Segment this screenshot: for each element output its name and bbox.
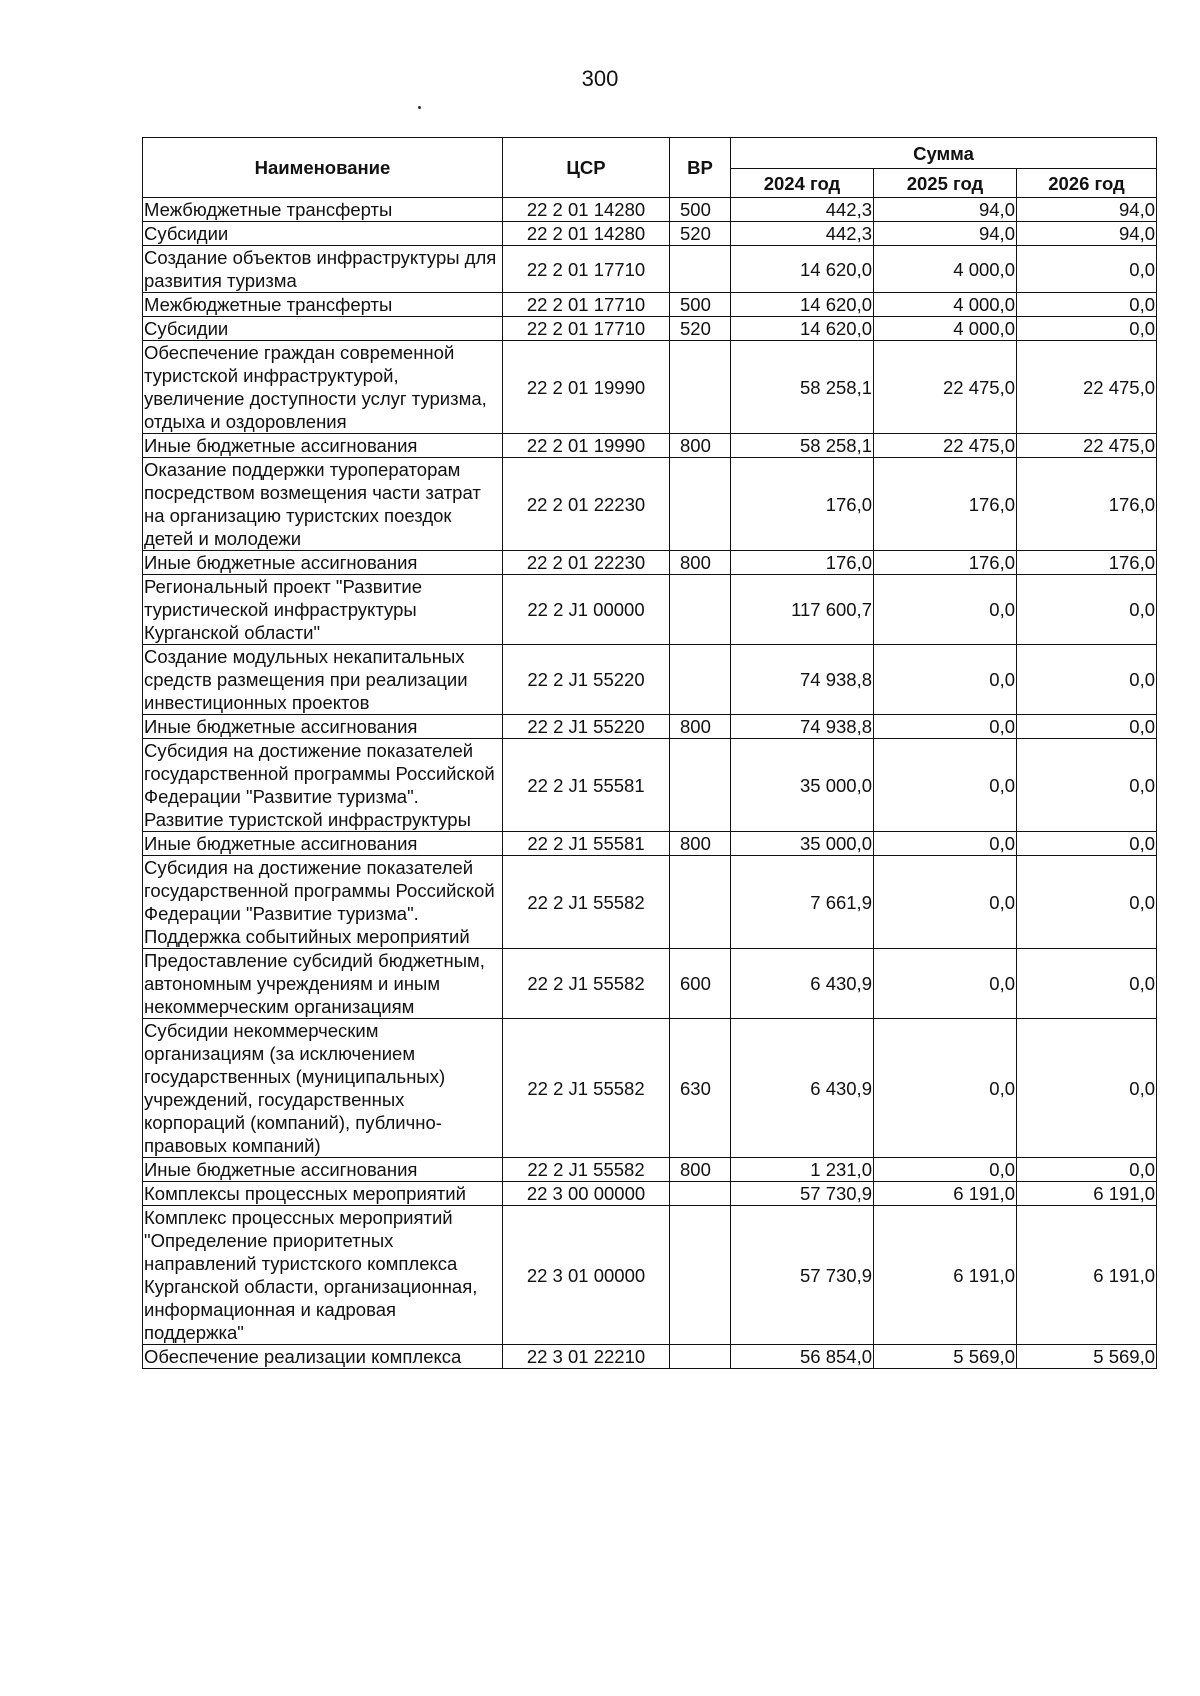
row-sum-2024: 176,0 — [731, 551, 874, 575]
row-sum-2024: 14 620,0 — [731, 246, 874, 293]
row-sum-2025: 0,0 — [874, 832, 1017, 856]
header-vr: ВР — [670, 138, 731, 198]
row-sum-2024: 442,3 — [731, 222, 874, 246]
page-number: 300 — [581, 66, 619, 91]
row-sum-2025: 4 000,0 — [874, 317, 1017, 341]
row-name: Обеспечение граждан современной туристской инфраструктурой, увеличение доступности услуг туризма, отдыха и оздоровления — [143, 341, 503, 434]
row-vr: 630 — [670, 1019, 731, 1158]
row-csr: 22 2 01 22230 — [503, 551, 670, 575]
row-vr: 800 — [670, 434, 731, 458]
row-csr: 22 2 J1 55582 — [503, 1158, 670, 1182]
row-name: Оказание поддержки туроператорам посредством возмещения части затрат на организацию туристских поездок детей и молодежи — [143, 458, 503, 551]
table-row — [143, 1206, 1157, 1345]
row-sum-2026: 22 475,0 — [1017, 434, 1157, 458]
table-row — [143, 246, 1157, 293]
row-name: Межбюджетные трансферты — [143, 198, 503, 222]
row-sum-2026: 0,0 — [1017, 856, 1157, 949]
row-name: Субсидия на достижение показателей государственной программы Российской Федерации "Развитие туризма". Поддержка событийных мероприятий — [143, 856, 503, 949]
row-csr: 22 3 00 00000 — [503, 1182, 670, 1206]
row-vr: 500 — [670, 293, 731, 317]
table-row — [143, 1019, 1157, 1158]
row-sum-2026: 22 475,0 — [1017, 341, 1157, 434]
row-name: Субсидии некоммерческим организациям (за исключением государственных (муниципальных) учреждений, государственных корпораций (компаний), публично-правовых компаний) — [143, 1019, 503, 1158]
row-vr: 800 — [670, 1158, 731, 1182]
row-vr — [670, 458, 731, 551]
row-sum-2025: 176,0 — [874, 551, 1017, 575]
row-csr: 22 2 01 17710 — [503, 293, 670, 317]
row-sum-2026: 6 191,0 — [1017, 1182, 1157, 1206]
row-sum-2025: 0,0 — [874, 949, 1017, 1019]
row-sum-2026: 0,0 — [1017, 739, 1157, 832]
row-name: Комплексы процессных мероприятий — [143, 1182, 503, 1206]
row-csr: 22 2 01 19990 — [503, 434, 670, 458]
row-sum-2024: 117 600,7 — [731, 575, 874, 645]
row-name: Комплекс процессных мероприятий "Определение приоритетных направлений туристского комплекса Курганской области, организационная, информационная и кадровая поддержка" — [143, 1206, 503, 1345]
table-row — [143, 715, 1157, 739]
table-row — [143, 575, 1157, 645]
row-sum-2024: 35 000,0 — [731, 739, 874, 832]
row-sum-2026: 0,0 — [1017, 246, 1157, 293]
row-name: Субсидия на достижение показателей государственной программы Российской Федерации "Развитие туризма". Развитие туристской инфраструктуры — [143, 739, 503, 832]
row-sum-2025: 94,0 — [874, 198, 1017, 222]
row-sum-2025: 4 000,0 — [874, 293, 1017, 317]
budget-table — [142, 137, 1157, 1369]
row-sum-2026: 94,0 — [1017, 198, 1157, 222]
row-sum-2025: 22 475,0 — [874, 341, 1017, 434]
row-vr — [670, 341, 731, 434]
header-sum: Сумма — [731, 138, 1157, 169]
row-sum-2026: 0,0 — [1017, 1158, 1157, 1182]
row-sum-2024: 1 231,0 — [731, 1158, 874, 1182]
row-sum-2024: 58 258,1 — [731, 434, 874, 458]
table-row — [143, 317, 1157, 341]
row-sum-2024: 57 730,9 — [731, 1206, 874, 1345]
row-sum-2026: 6 191,0 — [1017, 1206, 1157, 1345]
row-name: Региональный проект "Развитие туристической инфраструктуры Курганской области" — [143, 575, 503, 645]
row-sum-2024: 56 854,0 — [731, 1345, 874, 1369]
row-sum-2026: 176,0 — [1017, 551, 1157, 575]
table-row — [143, 832, 1157, 856]
row-sum-2026: 0,0 — [1017, 715, 1157, 739]
row-vr: 600 — [670, 949, 731, 1019]
row-name: Иные бюджетные ассигнования — [143, 434, 503, 458]
table-row — [143, 551, 1157, 575]
table-row — [143, 293, 1157, 317]
row-name: Создание модульных некапитальных средств размещения при реализации инвестиционных проектов — [143, 645, 503, 715]
table-row — [143, 739, 1157, 832]
row-sum-2026: 0,0 — [1017, 645, 1157, 715]
row-sum-2026: 0,0 — [1017, 949, 1157, 1019]
header-2025: 2025 год — [874, 169, 1017, 198]
row-csr: 22 2 01 19990 — [503, 341, 670, 434]
row-name: Субсидии — [143, 222, 503, 246]
row-vr — [670, 645, 731, 715]
row-vr — [670, 1206, 731, 1345]
row-sum-2024: 6 430,9 — [731, 1019, 874, 1158]
header-name: Наименование — [143, 138, 503, 198]
row-csr: 22 2 01 14280 — [503, 222, 670, 246]
row-vr — [670, 1345, 731, 1369]
row-sum-2025: 0,0 — [874, 1158, 1017, 1182]
row-csr: 22 2 01 17710 — [503, 317, 670, 341]
table-body — [143, 198, 1157, 1369]
row-vr — [670, 575, 731, 645]
row-sum-2024: 176,0 — [731, 458, 874, 551]
row-sum-2024: 14 620,0 — [731, 293, 874, 317]
row-sum-2026: 0,0 — [1017, 1019, 1157, 1158]
row-sum-2025: 0,0 — [874, 856, 1017, 949]
row-sum-2024: 74 938,8 — [731, 715, 874, 739]
row-csr: 22 2 J1 55220 — [503, 645, 670, 715]
row-sum-2025: 6 191,0 — [874, 1182, 1017, 1206]
row-csr: 22 2 J1 00000 — [503, 575, 670, 645]
table-row — [143, 949, 1157, 1019]
row-sum-2025: 176,0 — [874, 458, 1017, 551]
row-name: Межбюджетные трансферты — [143, 293, 503, 317]
table-row — [143, 434, 1157, 458]
table-header — [143, 138, 1157, 198]
row-sum-2024: 35 000,0 — [731, 832, 874, 856]
row-name: Иные бюджетные ассигнования — [143, 1158, 503, 1182]
row-sum-2025: 0,0 — [874, 575, 1017, 645]
row-vr — [670, 246, 731, 293]
row-sum-2026: 5 569,0 — [1017, 1345, 1157, 1369]
row-sum-2025: 4 000,0 — [874, 246, 1017, 293]
row-csr: 22 2 J1 55582 — [503, 949, 670, 1019]
row-csr: 22 3 01 00000 — [503, 1206, 670, 1345]
row-vr — [670, 856, 731, 949]
row-vr: 500 — [670, 198, 731, 222]
row-name: Субсидии — [143, 317, 503, 341]
row-sum-2025: 0,0 — [874, 739, 1017, 832]
row-name: Иные бюджетные ассигнования — [143, 715, 503, 739]
row-sum-2026: 0,0 — [1017, 293, 1157, 317]
table-row — [143, 1182, 1157, 1206]
row-sum-2025: 0,0 — [874, 715, 1017, 739]
row-csr: 22 2 J1 55581 — [503, 832, 670, 856]
row-name: Иные бюджетные ассигнования — [143, 832, 503, 856]
row-sum-2025: 22 475,0 — [874, 434, 1017, 458]
table-row — [143, 1158, 1157, 1182]
row-vr — [670, 739, 731, 832]
row-csr: 22 2 01 17710 — [503, 246, 670, 293]
row-sum-2024: 74 938,8 — [731, 645, 874, 715]
table-row — [143, 645, 1157, 715]
row-sum-2024: 14 620,0 — [731, 317, 874, 341]
row-csr: 22 2 J1 55581 — [503, 739, 670, 832]
table-row — [143, 222, 1157, 246]
row-csr: 22 2 01 22230 — [503, 458, 670, 551]
row-csr: 22 2 01 14280 — [503, 198, 670, 222]
row-name: Создание объектов инфраструктуры для развития туризма — [143, 246, 503, 293]
row-sum-2024: 442,3 — [731, 198, 874, 222]
row-sum-2026: 0,0 — [1017, 832, 1157, 856]
header-2024: 2024 год — [731, 169, 874, 198]
header-2026: 2026 год — [1017, 169, 1157, 198]
row-sum-2025: 0,0 — [874, 1019, 1017, 1158]
row-vr: 800 — [670, 715, 731, 739]
row-sum-2026: 0,0 — [1017, 575, 1157, 645]
header-csr: ЦСР — [503, 138, 670, 198]
row-sum-2025: 94,0 — [874, 222, 1017, 246]
row-vr: 800 — [670, 551, 731, 575]
row-vr — [670, 1182, 731, 1206]
row-sum-2025: 0,0 — [874, 645, 1017, 715]
row-name: Предоставление субсидий бюджетным, автономным учреждениям и иным некоммерческим организациям — [143, 949, 503, 1019]
row-sum-2024: 7 661,9 — [731, 856, 874, 949]
table-row — [143, 198, 1157, 222]
row-sum-2024: 58 258,1 — [731, 341, 874, 434]
row-vr: 520 — [670, 222, 731, 246]
row-csr: 22 3 01 22210 — [503, 1345, 670, 1369]
table-row — [143, 341, 1157, 434]
scan-dot — [418, 106, 421, 109]
row-vr: 800 — [670, 832, 731, 856]
row-csr: 22 2 J1 55582 — [503, 1019, 670, 1158]
row-sum-2026: 94,0 — [1017, 222, 1157, 246]
row-sum-2025: 5 569,0 — [874, 1345, 1017, 1369]
row-sum-2026: 0,0 — [1017, 317, 1157, 341]
table-row — [143, 856, 1157, 949]
row-csr: 22 2 J1 55220 — [503, 715, 670, 739]
row-sum-2025: 6 191,0 — [874, 1206, 1017, 1345]
table-row — [143, 458, 1157, 551]
table-row — [143, 1345, 1157, 1369]
row-name: Иные бюджетные ассигнования — [143, 551, 503, 575]
row-sum-2024: 6 430,9 — [731, 949, 874, 1019]
row-sum-2024: 57 730,9 — [731, 1182, 874, 1206]
row-vr: 520 — [670, 317, 731, 341]
row-sum-2026: 176,0 — [1017, 458, 1157, 551]
row-csr: 22 2 J1 55582 — [503, 856, 670, 949]
row-name: Обеспечение реализации комплекса — [143, 1345, 503, 1369]
